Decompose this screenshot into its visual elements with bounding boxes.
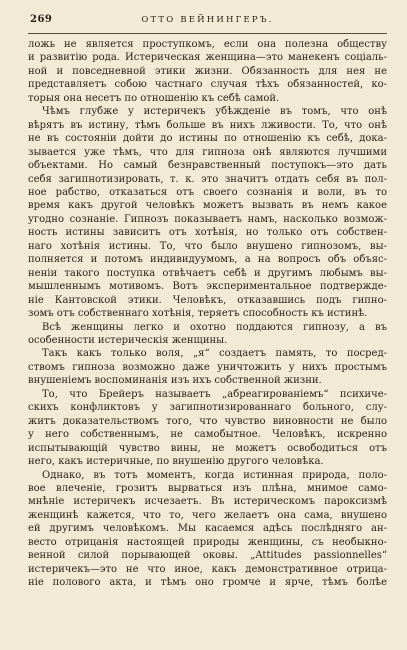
text-line: внушеніемъ воспоминанія изъ ихъ собственной жизни. bbox=[28, 375, 322, 387]
text-line: ніе Кантовской этики. Человѣкъ, отказавшись подъ гипно- bbox=[28, 294, 387, 306]
text-line: житъ доказательствомъ того, что чувство виновности не было bbox=[28, 415, 387, 427]
text-line: зывается уже тѣмъ, что для гипноза онѣ являются лучшими bbox=[28, 146, 387, 158]
text-line: ствомъ гипноза возможно даже уничтожить у нихъ простымъ bbox=[28, 361, 387, 373]
text-line: ной и повседневной этики жизни. Обязанность для нея не bbox=[28, 65, 387, 77]
body-text bbox=[28, 38, 387, 590]
text-line: истеричекъ—это не что иное, какъ демонстративное отрица- bbox=[28, 563, 387, 575]
text-line: угодно сознаніе. Гипнозъ показываетъ намъ, насколько возмож- bbox=[28, 213, 387, 225]
text-line: и развитію рода. Истерическая женщина—это манекенъ соціаль- bbox=[28, 52, 387, 64]
text-line: То, что Брейеръ называетъ „абреагированіемъ“ психиче- bbox=[42, 388, 387, 400]
text-line: весто отрицанія настоящей природы женщины, съ необыкно- bbox=[28, 536, 387, 548]
text-line: венной силой порывающей оковы. „Attitudes passionnelles“ bbox=[28, 550, 387, 562]
text-line: Такъ какъ только воля, „я“ создаетъ память, то посред- bbox=[42, 348, 387, 360]
text-line: представляетъ собою частнаго случая тѣхъ обязанностей, ко- bbox=[28, 79, 387, 91]
text-line: ное рабство, отказаться отъ своего сознанія и воли, въ то bbox=[28, 186, 387, 198]
text-line: мышленнымъ мотивомъ. Вотъ экспериментальное подтвержде- bbox=[28, 281, 387, 293]
text-line: Чѣмъ глубже у истеричекъ убѣжденіе въ томъ, что онѣ bbox=[42, 106, 387, 118]
text-line: не въ состояніи дойти до истины по отношенію къ себѣ, дока- bbox=[28, 133, 387, 145]
running-title: ОТТО ВЕЙНИНГЕРЪ. bbox=[141, 15, 274, 25]
text-line: наго хотѣнія истины. То, что было внушено гипнозомъ, вы- bbox=[28, 240, 387, 252]
text-line: мнѣніе истеричекъ исчезаетъ. Въ истерическомъ пароксизмѣ bbox=[28, 496, 387, 508]
text-line: него, какъ истеричные, по внушенію другого человѣка. bbox=[28, 456, 324, 468]
text-line: вѣрятъ въ истину, тѣмъ больше въ нихъ лживости. То, что онѣ bbox=[28, 119, 387, 131]
text-line: объектами. Но самый безнравственный поступокъ—это дать bbox=[28, 160, 387, 172]
page-header bbox=[28, 14, 387, 30]
page-number: 269 bbox=[30, 14, 53, 25]
text-line: неніи такого поступка отвѣчаетъ себѣ и другимъ любымъ вы- bbox=[28, 267, 387, 279]
text-line: ніе полового акта, и тѣмъ оно громче и ярче, тѣмъ болѣе bbox=[28, 577, 387, 589]
header-rule bbox=[28, 33, 387, 34]
text-line: у него собственнымъ, не самобытное. Человѣкъ, искренно bbox=[28, 429, 387, 441]
text-line: Однако, въ тотъ моментъ, когда истинная природа, поло- bbox=[42, 469, 387, 481]
text-line: Всѣ женщины легко и охотно поддаются гипнозу, а въ bbox=[42, 321, 387, 333]
text-line: ей другимъ человѣкомъ. Мы касаемся адѣсь послѣдняго ан- bbox=[28, 523, 387, 535]
text-line: торыя она несетъ по отношенію къ себѣ самой. bbox=[28, 92, 280, 104]
text-line: скихъ конфликтовъ у загипнотизированнаго больного, слу- bbox=[28, 402, 387, 414]
text-line: зомъ отъ собственнаго хотѣнія, теряетъ способность къ истинѣ. bbox=[28, 308, 368, 320]
text-line: себя загипнотизировать, т. к. это значитъ отдать себя въ пол- bbox=[28, 173, 387, 185]
text-line: испытывающій чувство вины, не можетъ освободиться отъ bbox=[28, 442, 387, 454]
text-line: женщинѣ кажется, что то, чего желаетъ она сама, внушено bbox=[28, 509, 387, 521]
text-line: ность истины зависитъ отъ хотѣнія, но только отъ собствен- bbox=[28, 227, 387, 239]
text-line: время какъ другой человѣкъ можетъ вызвать въ немъ какое bbox=[28, 200, 387, 212]
text-line: особенности истерическія женщины. bbox=[28, 334, 228, 346]
text-line: полняется и потомъ индивидуумомъ, а на вопросъ объ объяс- bbox=[28, 254, 387, 266]
text-line: ложь не является проступкомъ, если она полезна обществу bbox=[28, 39, 387, 50]
text-line: вое влеченіе, грозитъ вырваться изъ плѣна, мнимое само- bbox=[28, 482, 387, 494]
